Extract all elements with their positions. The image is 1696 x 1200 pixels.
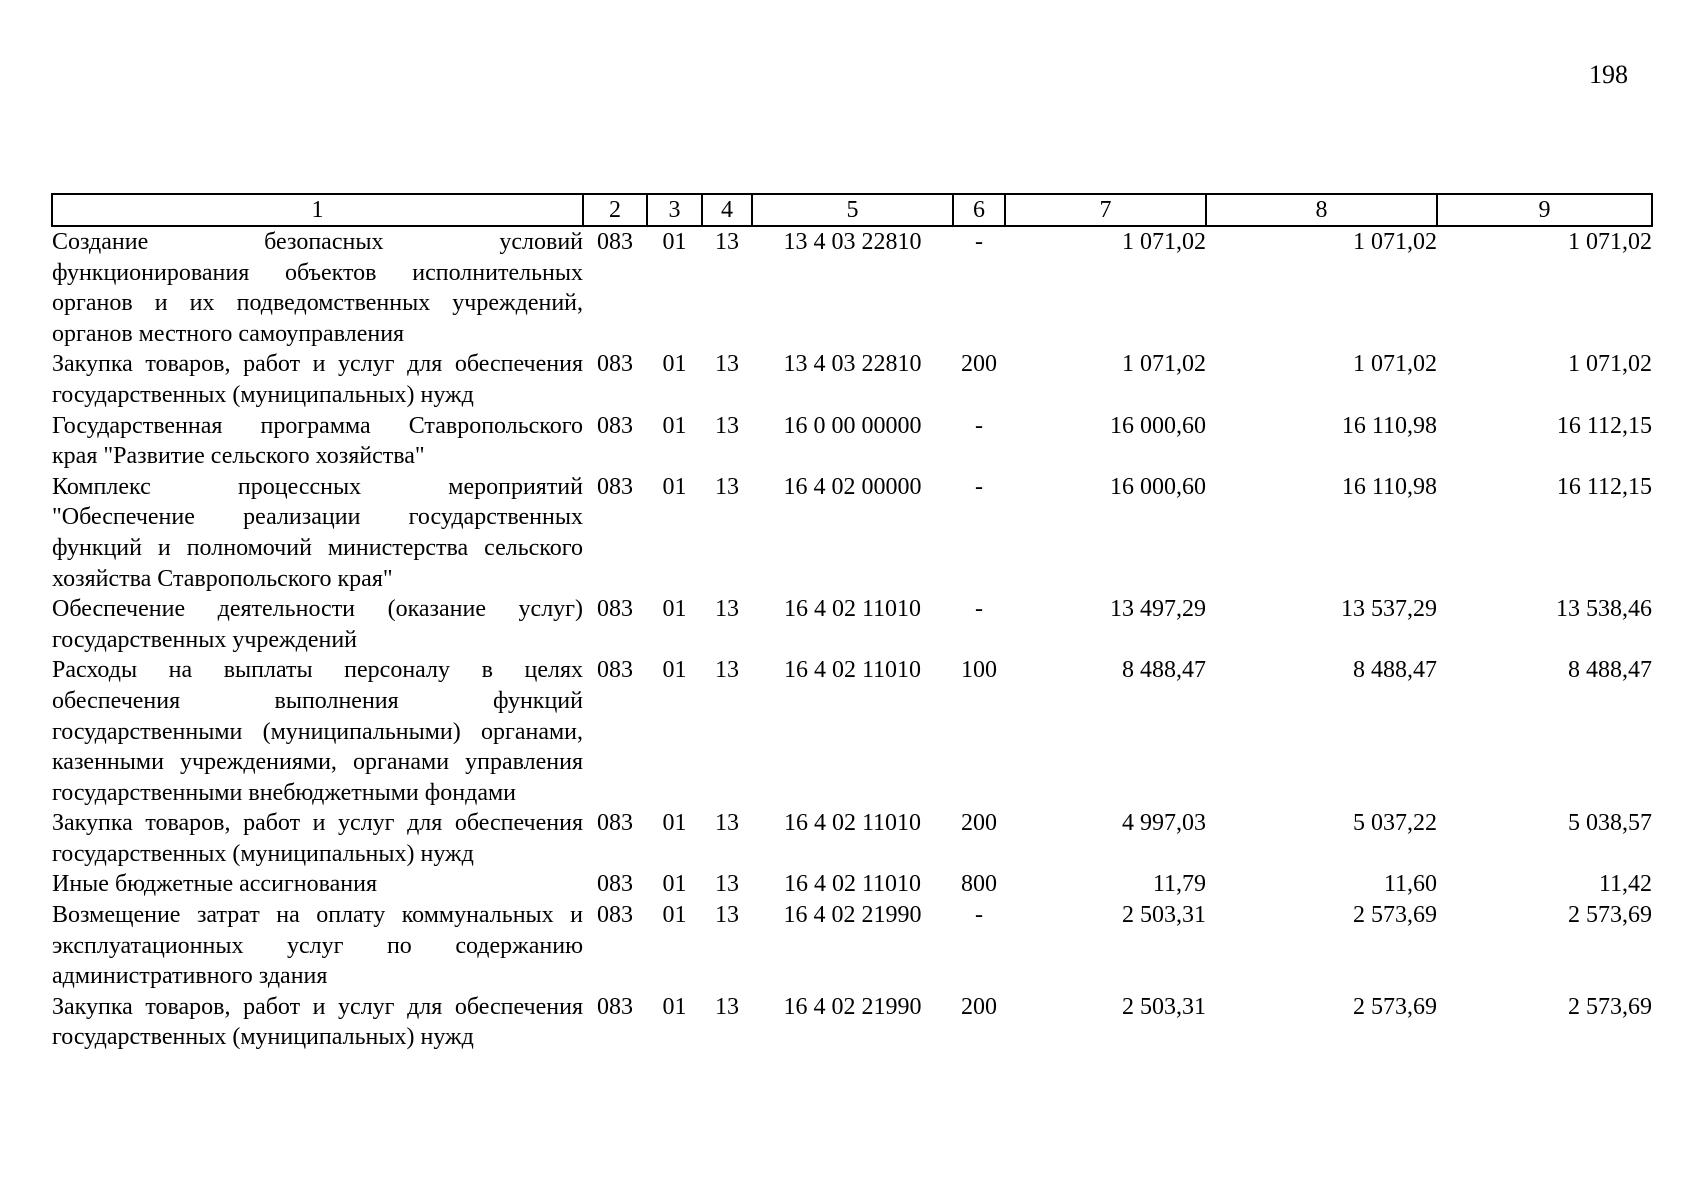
description-cell	[52, 808, 583, 869]
amount-col-7-cell: 16 000,60	[1110, 473, 1206, 500]
subsection-code-cell: 13	[715, 473, 739, 500]
header-col-9: 9	[1437, 194, 1652, 226]
section-code-cell: 01	[662, 412, 687, 439]
expense-type-cell: -	[975, 902, 983, 929]
description-line: обеспечения выполнения функций	[52, 687, 583, 714]
target-article-cell: 16 4 02 00000	[783, 473, 922, 500]
admin-code-cell: 083	[597, 596, 633, 623]
amount-col-7-cell: 8 488,47	[1122, 657, 1206, 684]
amount-col-7-cell: 16 000,60	[1110, 412, 1206, 439]
expense-type-cell: 800	[961, 871, 997, 898]
subsection-code-cell: 13	[715, 351, 739, 378]
subsection-code-cell: 13	[715, 902, 739, 929]
header-col-1: 1	[52, 194, 583, 226]
target-article-cell: 16 4 02 11010	[783, 810, 922, 837]
description-line: государственными (муниципальными) органами,	[52, 718, 583, 745]
description-cell	[52, 869, 583, 900]
table-header-row	[52, 194, 1652, 226]
target-article-cell: 16 4 02 21990	[783, 993, 922, 1020]
description-line: государственных (муниципальных) нужд	[52, 840, 474, 867]
amount-col-7-cell: 1 071,02	[1122, 229, 1206, 255]
description-line: органов местного самоуправления	[52, 320, 405, 347]
admin-code-cell: 083	[597, 351, 633, 378]
admin-code-cell: 083	[597, 473, 633, 500]
description-line: органов и их подведомственных учреждений,	[52, 290, 583, 317]
description-line: государственных (муниципальных) нужд	[52, 1024, 474, 1051]
expense-type-cell: 200	[961, 351, 997, 378]
description-line: государственных (муниципальных) нужд	[52, 381, 474, 408]
amount-col-9-cell: 2 573,69	[1568, 902, 1652, 929]
table-body	[52, 226, 1652, 1053]
admin-code-cell: 083	[597, 871, 633, 898]
admin-code-cell: 083	[597, 993, 633, 1020]
description-cell	[52, 594, 583, 655]
table-row	[52, 472, 1652, 594]
header-col-4: 4	[702, 194, 752, 226]
description-cell	[52, 411, 583, 472]
description-line: Комплекс процессных мероприятий	[52, 473, 583, 500]
description-line: государственных учреждений	[52, 626, 358, 653]
amount-col-9-cell: 16 112,15	[1556, 412, 1652, 439]
description-line: "Обеспечение реализации государственных	[52, 504, 583, 531]
description-line: функционирования объектов исполнительных	[52, 259, 583, 286]
header-col-8: 8	[1206, 194, 1437, 226]
description-cell	[52, 472, 583, 594]
expense-type-cell: 200	[961, 810, 997, 837]
section-code-cell: 01	[662, 229, 687, 255]
amount-col-8-cell: 13 537,29	[1341, 596, 1437, 623]
table-row	[52, 411, 1652, 472]
admin-code-cell: 083	[597, 810, 633, 837]
amount-col-8-cell: 8 488,47	[1353, 657, 1437, 684]
page-number: 198	[1589, 60, 1628, 89]
section-code-cell: 01	[662, 657, 687, 684]
expense-type-cell: -	[975, 473, 983, 500]
description-line: казенными учреждениями, органами управления	[52, 749, 583, 776]
target-article-cell: 16 4 02 11010	[783, 596, 922, 623]
description-line: Закупка товаров, работ и услуг для обеспечения	[52, 993, 583, 1020]
amount-col-9-cell: 1 071,02	[1568, 229, 1652, 255]
section-code-cell: 01	[662, 871, 687, 898]
description-cell	[52, 226, 583, 349]
header-col-7: 7	[1005, 194, 1206, 226]
amount-col-9-cell: 1 071,02	[1568, 351, 1652, 378]
description-cell	[52, 349, 583, 410]
amount-col-7-cell: 2 503,31	[1122, 902, 1206, 929]
description-line: Возмещение затрат на оплату коммунальных и	[52, 902, 583, 929]
header-col-5: 5	[752, 194, 953, 226]
table-row	[52, 226, 1652, 349]
description-cell	[52, 992, 583, 1053]
section-code-cell: 01	[662, 993, 687, 1020]
target-article-cell: 13 4 03 22810	[783, 351, 922, 378]
table-row	[52, 900, 1652, 992]
section-code-cell: 01	[662, 810, 687, 837]
amount-col-9-cell: 11,42	[1598, 871, 1652, 898]
subsection-code-cell: 13	[715, 412, 739, 439]
amount-col-8-cell: 2 573,69	[1353, 902, 1437, 929]
description-line: административного здания	[52, 963, 328, 990]
description-line: функций и полномочий министерства сельского	[52, 534, 583, 561]
description-line: края "Развитие сельского хозяйства"	[52, 443, 425, 470]
subsection-code-cell: 13	[715, 657, 739, 684]
amount-col-8-cell: 5 037,22	[1353, 810, 1437, 837]
amount-col-8-cell: 16 110,98	[1341, 473, 1437, 500]
description-cell	[52, 655, 583, 808]
subsection-code-cell: 13	[715, 810, 739, 837]
table-row	[52, 808, 1652, 869]
expense-type-cell: 100	[961, 657, 997, 684]
amount-col-8-cell: 16 110,98	[1341, 412, 1437, 439]
table-row	[52, 594, 1652, 655]
admin-code-cell: 083	[597, 412, 633, 439]
subsection-code-cell: 13	[715, 229, 739, 255]
amount-col-9-cell: 16 112,15	[1556, 473, 1652, 500]
expense-type-cell: 200	[961, 993, 997, 1020]
expense-type-cell: -	[975, 412, 983, 439]
section-code-cell: 01	[662, 596, 687, 623]
amount-col-8-cell: 1 071,02	[1353, 229, 1437, 255]
header-col-2: 2	[583, 194, 647, 226]
amount-col-7-cell: 11,79	[1152, 871, 1206, 898]
description-line: Закупка товаров, работ и услуг для обеспечения	[52, 810, 583, 837]
amount-col-9-cell: 5 038,57	[1568, 810, 1652, 837]
amount-col-8-cell: 1 071,02	[1353, 351, 1437, 378]
amount-col-9-cell: 2 573,69	[1568, 993, 1652, 1020]
description-line: Закупка товаров, работ и услуг для обеспечения	[52, 351, 583, 378]
amount-col-8-cell: 11,60	[1383, 871, 1437, 898]
amount-col-9-cell: 8 488,47	[1568, 657, 1652, 684]
amount-col-7-cell: 4 997,03	[1122, 810, 1206, 837]
section-code-cell: 01	[662, 902, 687, 929]
description-line: хозяйства Ставропольского края"	[52, 565, 393, 592]
admin-code-cell: 083	[597, 902, 633, 929]
amount-col-7-cell: 1 071,02	[1122, 351, 1206, 378]
target-article-cell: 16 4 02 11010	[783, 871, 922, 898]
amount-col-9-cell: 13 538,46	[1556, 596, 1652, 623]
table-row	[52, 349, 1652, 410]
table-row	[52, 869, 1652, 900]
target-article-cell: 16 0 00 00000	[783, 412, 922, 439]
description-line: государственными внебюджетными фондами	[52, 779, 517, 806]
target-article-cell: 16 4 02 11010	[783, 657, 922, 684]
description-line: Расходы на выплаты персоналу в целях	[52, 657, 583, 684]
table-row	[52, 992, 1652, 1053]
amount-col-8-cell: 2 573,69	[1353, 993, 1437, 1020]
budget-table	[51, 193, 1653, 1053]
table-row	[52, 655, 1652, 808]
expense-type-cell: -	[975, 596, 983, 623]
subsection-code-cell: 13	[715, 596, 739, 623]
amount-col-7-cell: 13 497,29	[1110, 596, 1206, 623]
description-line: Государственная программа Ставропольского	[52, 412, 583, 439]
header-col-6: 6	[953, 194, 1005, 226]
target-article-cell: 13 4 03 22810	[783, 229, 922, 255]
target-article-cell: 16 4 02 21990	[783, 902, 922, 929]
expense-type-cell: -	[975, 229, 983, 255]
admin-code-cell: 083	[597, 657, 633, 684]
subsection-code-cell: 13	[715, 993, 739, 1020]
admin-code-cell: 083	[597, 229, 633, 255]
header-col-3: 3	[647, 194, 702, 226]
description-line: Создание безопасных условий	[52, 229, 583, 255]
amount-col-7-cell: 2 503,31	[1122, 993, 1206, 1020]
description-line: Обеспечение деятельности (оказание услуг)	[52, 596, 583, 623]
section-code-cell: 01	[662, 473, 687, 500]
description-line: эксплуатационных услуг по содержанию	[52, 932, 583, 959]
section-code-cell: 01	[662, 351, 687, 378]
description-line: Иные бюджетные ассигнования	[52, 871, 377, 898]
description-cell	[52, 900, 583, 992]
subsection-code-cell: 13	[715, 871, 739, 898]
